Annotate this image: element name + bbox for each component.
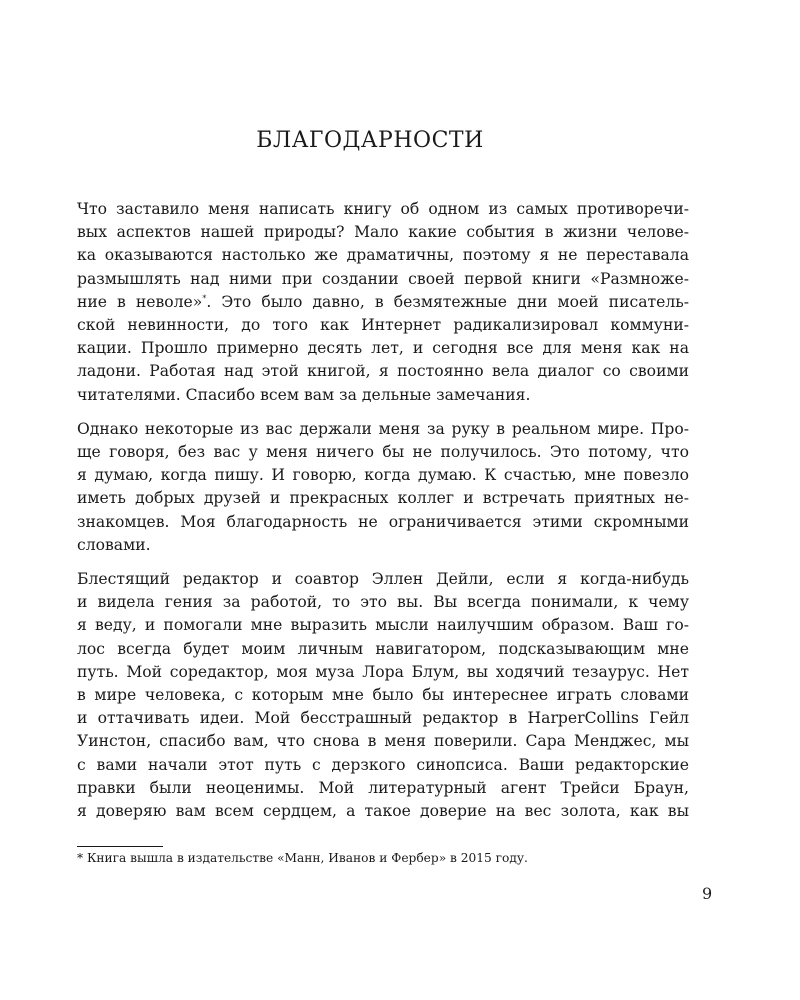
text-line: вых аспектов нашей природы? Мало какие события в жизни челове- [77, 223, 689, 242]
footnote-divider [77, 846, 163, 847]
text-line: ладони. Работая над этой книгой, я постоянно вела диалог со своими [77, 362, 689, 381]
text-line: я думаю, когда пишу. И говорю, когда думаю. К счастью, мне повезло [77, 466, 689, 485]
text-line: ка оказываются настолько же драматичны, поэтому я не переставала [77, 246, 689, 265]
text-line-continuation: . Это было давно, в безмятежные дни моей писатель- [206, 292, 690, 311]
text-line: я веду, и помогали мне выразить мысли наилучшим образом. Ваш го- [77, 616, 689, 635]
text-line: путь. Мой соредактор, моя муза Лора Блум, вы ходячий тезаурус. Нет [77, 662, 689, 681]
text-line: и оттачивать идеи. Мой бесстрашный редактор в HarperCollins Гейл [77, 709, 689, 728]
page-number: 9 [702, 884, 713, 903]
text-line: словами. [77, 535, 151, 554]
paragraph-3 [77, 568, 689, 823]
book-title-text: ние в неволе» [77, 292, 203, 311]
text-line: и видела гения за работой, то это вы. Вы всегда понимали, к чему [77, 593, 689, 612]
text-line: Уинстон, спасибо вам, что снова в меня поверили. Сара Менджес, мы [77, 732, 689, 751]
text-line: Однако некоторые из вас держали меня за руку в реальном мире. Про- [77, 419, 689, 438]
footnote-marker[interactable]: * [202, 293, 207, 303]
text-line: размышлять над ними при создании своей первой книги «Размноже- [77, 269, 689, 288]
text-line: иметь добрых друзей и прекрасных коллег и встречать приятных не- [77, 489, 689, 508]
paragraph-2 [77, 418, 689, 557]
body-text [77, 198, 689, 834]
text-line: кации. Прошло примерно десять лет, и сегодня все для меня как на [77, 339, 689, 358]
text-line: лос всегда будет моим личным навигатором, подсказывающим мне [77, 639, 689, 658]
text-line: читателями. Спасибо всем вам за дельные замечания. [77, 385, 531, 404]
footnote: * Книга вышла в издательстве «Манн, Иванов и Фербер» в 2015 году. [77, 851, 528, 865]
text-line: я доверяю вам всем сердцем, а такое доверие на вес золота, как вы [77, 802, 689, 821]
text-line: знакомцев. Моя благодарность не ограничивается этими скромными [77, 512, 689, 531]
paragraph-1 [77, 198, 689, 407]
text-line: ской невинности, до того как Интернет радикализировал коммуни- [77, 316, 689, 335]
text-line: в мире человека, с которым мне было бы интереснее играть словами [77, 686, 689, 705]
text-line: с вами начали этот путь с дерзкого синопсиса. Ваши редакторские [77, 755, 689, 774]
text-line: ще говоря, без вас у меня ничего бы не получилось. Это потому, что [77, 443, 689, 462]
text-line: Блестящий редактор и соавтор Эллен Дейли, если я когда-нибудь [77, 570, 689, 589]
text-line [77, 291, 689, 314]
text-line: правки были неоценимы. Мой литературный агент Трейси Браун, [77, 778, 689, 797]
page-title: БЛАГОДАРНОСТИ [256, 128, 484, 153]
text-line: Что заставило меня написать книгу об одном из самых противоречи- [77, 200, 689, 218]
